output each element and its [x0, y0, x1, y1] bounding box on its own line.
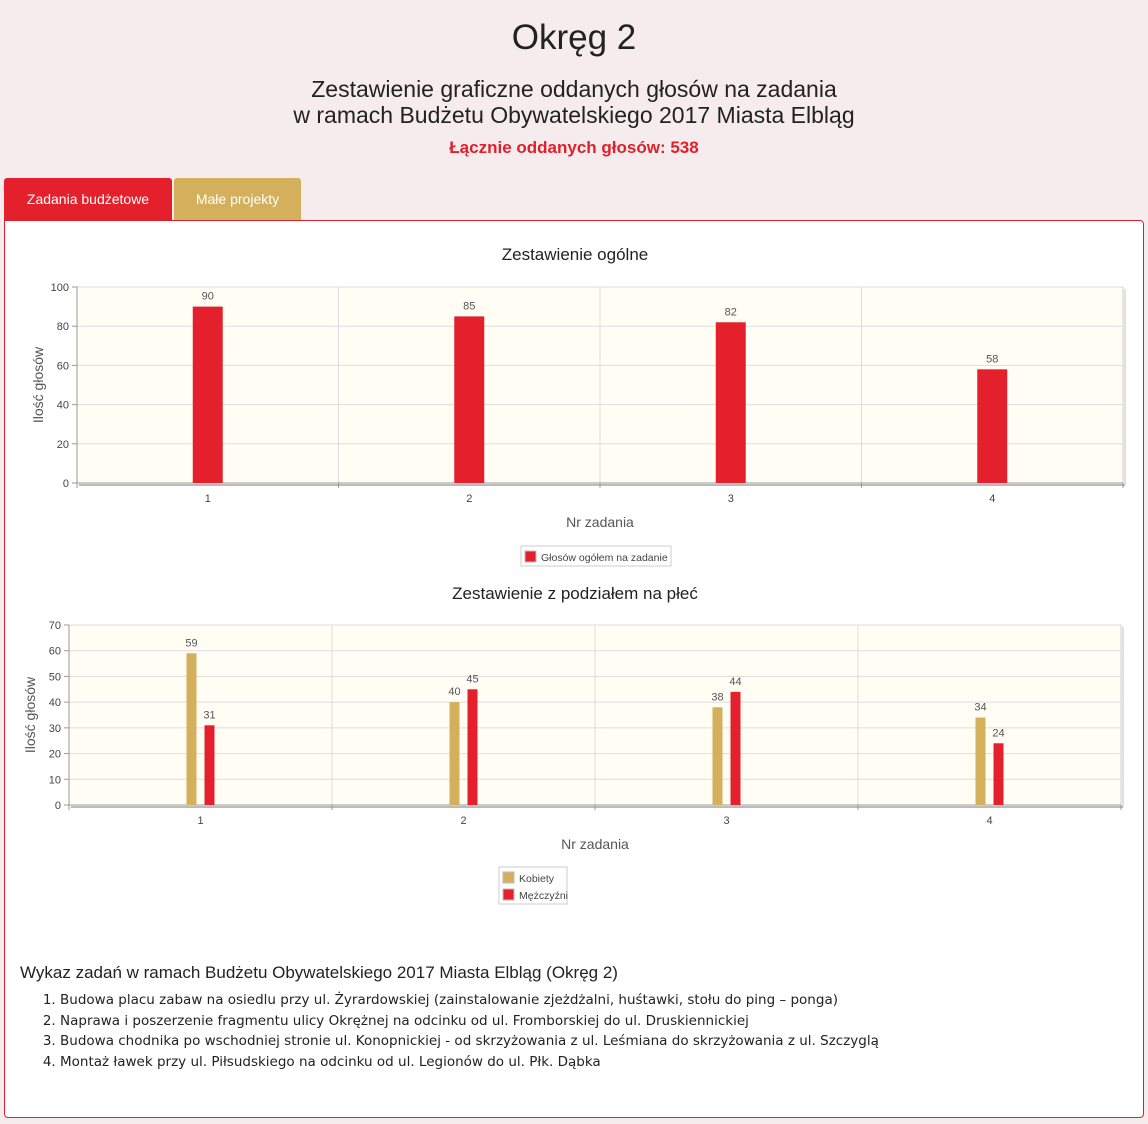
task-list-heading: Wykaz zadań w ramach Budżetu Obywatelskiego 2017 Miasta Elbląg (Okręg 2)	[20, 963, 618, 982]
x-tick-label: 4	[989, 493, 996, 505]
chart-gender	[5, 611, 1143, 911]
y-tick-label: 0	[54, 800, 61, 812]
list-item: 1. Budowa placu zabaw na osiedlu przy ul. Żyrardowskiej (zainstalowanie zjeżdżalni, huśtawki, stołu do ping – ponga)	[60, 990, 879, 1011]
data-label: 85	[463, 300, 476, 313]
legend-label: Mężczyźni	[519, 890, 569, 902]
data-label: 58	[986, 353, 999, 366]
y-tick-label: 70	[48, 620, 61, 632]
page-title: Okręg 2	[511, 18, 637, 57]
y-tick-label: 80	[56, 321, 69, 334]
total-votes: Łącznie oddanych głosów: 538	[449, 138, 699, 157]
data-label: 59	[185, 637, 198, 650]
legend-label: Głosów ogółem na zadanie	[541, 552, 668, 564]
legend-swatch	[525, 551, 536, 562]
bar	[731, 692, 741, 805]
list-item: 4. Montaż ławek przy ul. Piłsudskiego na odcinku od ul. Legionów do ul. Płk. Dąbka	[60, 1052, 879, 1073]
subtitle-line-2: w ramach Budżetu Obywatelskiego 2017 Miasta Elbląg	[293, 102, 855, 128]
data-label: 40	[448, 686, 461, 699]
x-tick-label: 4	[986, 815, 993, 827]
tab-budget-tasks[interactable]: Zadania budżetowe	[4, 178, 172, 220]
data-label: 24	[992, 727, 1005, 740]
y-tick-label: 60	[56, 360, 69, 373]
list-item: 2. Naprawa i poszerzenie fragmentu ulicy Okrężnej na odcinku od ul. Fromborskiej do ul. Druskiennickiej	[60, 1011, 879, 1032]
y-axis-label: Ilość głosów	[22, 676, 38, 754]
bar	[187, 653, 197, 805]
y-tick-label: 10	[48, 774, 61, 787]
task-list	[20, 990, 879, 1072]
bar	[468, 689, 478, 805]
chart-title-general: Zestawienie ogólne	[501, 245, 649, 264]
tab-small-projects[interactable]: Małe projekty	[174, 178, 301, 220]
y-tick-label: 20	[56, 438, 69, 451]
tab-panel	[4, 220, 1144, 1118]
x-axis-label: Nr zadania	[566, 514, 634, 530]
bar	[713, 707, 723, 805]
data-label: 90	[201, 290, 214, 303]
bar	[716, 322, 746, 483]
data-label: 34	[974, 701, 987, 714]
x-axis-label: Nr zadania	[561, 836, 629, 852]
bar	[205, 725, 215, 805]
legend-label: Kobiety	[519, 873, 555, 885]
bar	[994, 743, 1004, 805]
bar	[450, 702, 460, 805]
y-tick-label: 0	[62, 478, 69, 490]
data-label: 38	[711, 691, 724, 704]
x-tick-label: 3	[723, 815, 730, 827]
x-tick-label: 3	[727, 493, 734, 505]
chart-title-gender: Zestawienie z podziałem na płeć	[452, 584, 698, 603]
legend-swatch	[503, 872, 514, 883]
y-tick-label: 60	[48, 645, 61, 658]
list-item: 3. Budowa chodnika po wschodniej stronie ul. Konopnickiej - od skrzyżowania z ul. Leśmiana do skrzyżowania z ul. Szczyglą	[60, 1031, 879, 1052]
y-tick-label: 100	[50, 282, 69, 294]
subtitle-line-1: Zestawienie graficzne oddanych głosów na zadania	[311, 76, 837, 102]
bar	[193, 307, 223, 483]
x-tick-label: 1	[204, 493, 211, 505]
y-tick-label: 50	[48, 671, 61, 684]
x-tick-label: 2	[466, 493, 473, 505]
data-label: 45	[466, 673, 479, 686]
bar	[976, 718, 986, 805]
data-label: 82	[724, 306, 737, 319]
y-tick-label: 40	[56, 399, 69, 412]
bar	[977, 369, 1007, 483]
data-label: 44	[729, 675, 742, 688]
chart-general	[5, 271, 1143, 611]
y-tick-label: 20	[48, 748, 61, 761]
y-tick-label: 30	[48, 722, 61, 735]
legend-swatch	[503, 889, 514, 900]
data-label: 31	[203, 709, 216, 722]
x-tick-label: 1	[197, 815, 204, 827]
y-axis-label: Ilość głosów	[30, 346, 46, 424]
bar	[454, 316, 484, 483]
y-tick-label: 40	[48, 697, 61, 710]
page-subtitle	[0, 76, 1148, 128]
x-tick-label: 2	[460, 815, 467, 827]
